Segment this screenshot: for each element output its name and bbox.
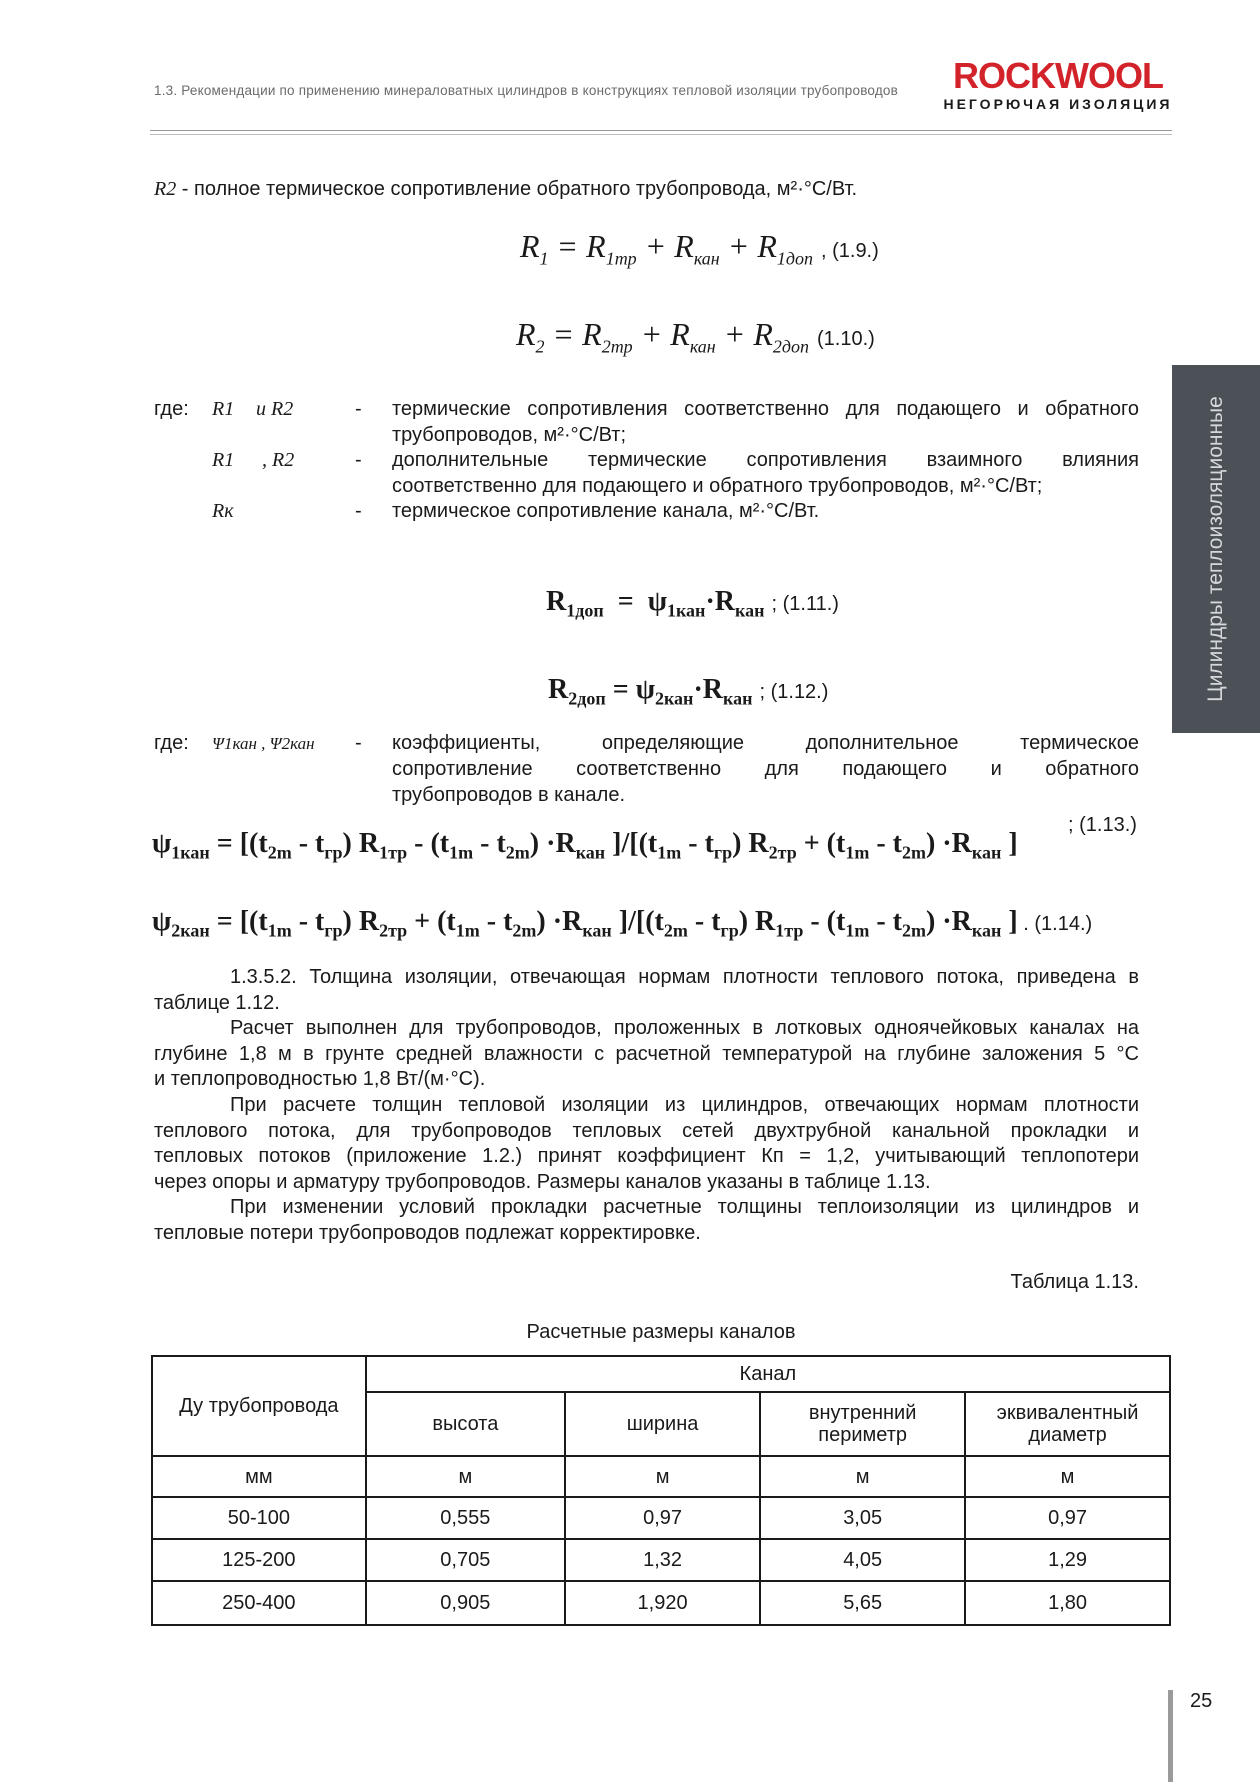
formula-1-13: $\psi_{1кан} = [(t_{2m} - t_{гр})$ $R_{1тр} - (t_{1m} - t_{2m}) \cdot R_{кан}$ ]$/[(t_{1m} - t_{гр}) R_{2тр} + (t_{1m} - t_{2m}) \cdot R_{кан}$ ] bbox=[152, 828, 1018, 863]
where2-dash: - bbox=[355, 732, 362, 754]
formula-1-12: $R_{2доп} = \psi_{2кан}\cdot R_{кан}$ ; (1.12.) bbox=[548, 674, 829, 709]
where1-dash-1: - bbox=[355, 398, 362, 420]
where1-text-3: термическое сопротивление канала, м²·°С/Вт. bbox=[392, 500, 820, 522]
where1-sym-2: R1 bbox=[212, 449, 235, 471]
formula-1-13-number: ; (1.13.) bbox=[1068, 814, 1137, 836]
where1-text-2b: соответственно для подающего и обратного трубопроводов, м²·°С/Вт; bbox=[392, 475, 1043, 497]
formula-1-9-number: , (1.9.) bbox=[820, 240, 879, 262]
paragraph-3: При расчете толщин тепловой изоляции из цилиндров, отвечающих нормам плотности теплового потока, для трубопроводов тепловых сетей двухтрубной канальной прокладки и тепловых потоков (приложение 1.2.) принят коэффициент Кп = 1,2, учитывающий теплопотери через опоры и арматуру трубопроводов. Размеры каналов указаны в таблице 1.13. bbox=[154, 1094, 1139, 1193]
where2-symbols: Ψ1кан , Ψ2кан bbox=[212, 734, 315, 753]
intro-text: - полное термическое сопротивление обратного трубопровода, м²·°С/Вт. bbox=[176, 178, 858, 200]
intro-line bbox=[154, 177, 1054, 203]
where-label-1: где: bbox=[154, 398, 189, 420]
where1-mid-1: и R2 bbox=[256, 398, 294, 420]
formula-1-14-number: . (1.14.) bbox=[1017, 913, 1093, 935]
where2-line-2: сопротивление соответственно для подающего и обратного bbox=[392, 758, 1139, 780]
where1-mid-2: , R2 bbox=[262, 449, 295, 471]
formula-1-11: $R_{1доп} = \psi_{1кан}\cdot R_{кан}$ ; (1.11.) bbox=[546, 586, 839, 621]
formula-1-10-number: (1.10.) bbox=[816, 328, 875, 350]
page-number-bar bbox=[1168, 1690, 1173, 1782]
rockwool-logo bbox=[938, 55, 1178, 112]
where-label-2: где: bbox=[154, 732, 189, 754]
formula-1-12-number: ; (1.12.) bbox=[759, 681, 829, 703]
formula-1-9: $R_1 = R_{1тр} + R_{кан} + R_{1доп}$ , (1.9.) bbox=[520, 228, 879, 269]
formula-1-14: $\psi_{2кан} = [(t_{1m} - t_{гр}) R_{2тр} + (t_{1m} - t_{2m}) \cdot R_{кан}$ ]$/[(t_{2m} - t_{гр})$ $R_{1тр} - (t_{1m} - t_{2m}) \cdot R_{кан}$ ] . (1.14.) bbox=[152, 906, 1093, 941]
side-tab-label: Цилиндры теплоизоляционные bbox=[1204, 396, 1227, 702]
where1-sym-3: Rк bbox=[212, 500, 234, 522]
channel-dimensions-table bbox=[151, 1355, 1171, 1626]
table-caption: Расчетные размеры каналов bbox=[526, 1321, 796, 1343]
header-perimeter: внутренний периметр bbox=[760, 1392, 965, 1456]
where1-sym-1: R1 bbox=[212, 398, 235, 420]
header-width: ширина bbox=[565, 1392, 760, 1456]
formula-1-11-number: ; (1.11.) bbox=[771, 593, 839, 615]
table-row: 50-100 0,555 0,97 3,05 0,97 bbox=[152, 1497, 1170, 1539]
header-height: высота bbox=[366, 1392, 565, 1456]
logo-subtitle: НЕГОРЮЧАЯ ИЗОЛЯЦИЯ bbox=[943, 96, 1173, 112]
where2-line-3: трубопроводов в канале. bbox=[392, 784, 626, 806]
table-row-units: мм м м м м bbox=[152, 1456, 1170, 1497]
where1-text-2: дополнительные термические сопротивления взаимного влияния bbox=[392, 449, 1139, 471]
where2-line-1: коэффициенты, определяющие дополнительное термическое bbox=[392, 732, 1139, 754]
header-du: Ду трубопровода bbox=[152, 1356, 366, 1456]
intro-symbol: R2 bbox=[154, 178, 177, 200]
side-tab bbox=[1172, 365, 1260, 733]
section-header: 1.3. Рекомендации по применению минераловатных цилиндров в конструкциях тепловой изоляции трубопроводов bbox=[154, 83, 898, 98]
page-number: 25 bbox=[1190, 1690, 1213, 1712]
paragraph-2: Расчет выполнен для трубопроводов, проложенных в лотковых одноячейковых каналах на глубине 1,8 м в грунте средней влажности с расчетной температурой на глубине заложения 5 °С и теплопроводностью 1,8 Вт/(м·°С). bbox=[154, 1017, 1139, 1090]
where1-text-1: термические сопротивления соответственно для подающего и обратного bbox=[392, 398, 1139, 420]
logo-wordmark: ROCKWOOL bbox=[953, 55, 1163, 96]
table-row: 125-200 0,705 1,32 4,05 1,29 bbox=[152, 1539, 1170, 1581]
header-eq-diameter: эквивалентный диаметр bbox=[965, 1392, 1170, 1456]
paragraph-1: 1.3.5.2. Толщина изоляции, отвечающая нормам плотности теплового потока, приведена в таблице 1.12. bbox=[154, 966, 1139, 1014]
header-channel: Канал bbox=[366, 1356, 1170, 1392]
header-rule bbox=[150, 130, 1172, 131]
table-row: 250-400 0,905 1,920 5,65 1,80 bbox=[152, 1581, 1170, 1625]
paragraph-4: При изменении условий прокладки расчетные толщины теплоизоляции из цилиндров и тепловые потери трубопроводов подлежат корректировке. bbox=[154, 1196, 1139, 1244]
header-rule-secondary bbox=[150, 134, 1172, 135]
formula-1-10: $R_2 = R_{2тр} + R_{кан} + R_{2доп}$ (1.10.) bbox=[516, 316, 875, 357]
where1-dash-2: - bbox=[355, 449, 362, 471]
where1-dash-3: - bbox=[355, 500, 362, 522]
where1-text-1b: трубопроводов, м²·°С/Вт; bbox=[392, 424, 627, 446]
table-number: Таблица 1.13. bbox=[1010, 1271, 1139, 1293]
